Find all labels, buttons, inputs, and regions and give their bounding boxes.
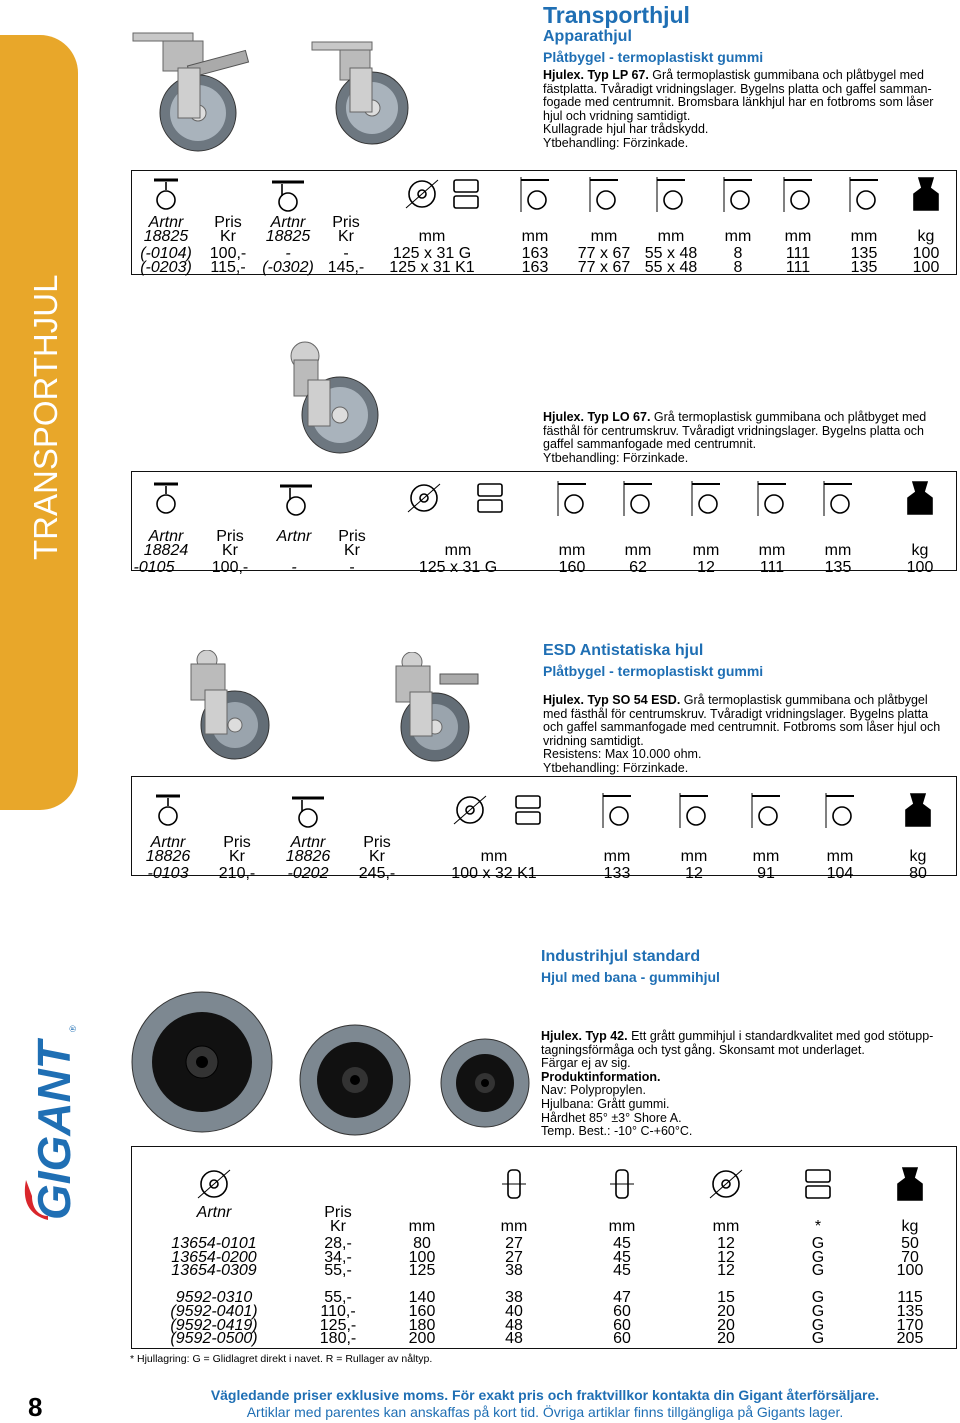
table-cell: 125 [408, 1262, 436, 1280]
table-cell: - [285, 245, 291, 262]
table-cell: (-0104) [140, 245, 192, 262]
table-cell: 45 [613, 1248, 631, 1266]
table-cell: 115,- [210, 259, 246, 276]
table-cell: 100,- [211, 559, 249, 576]
table-cell: G [811, 1330, 825, 1348]
table-cell: 20 [717, 1330, 735, 1348]
table-cell: 55,- [324, 1262, 352, 1280]
caster-dimension-icon [746, 790, 786, 830]
table-cell: 170 [896, 1316, 924, 1334]
table-cell: 180,- [319, 1330, 357, 1348]
table-header: Kr [222, 542, 238, 559]
load-weight-icon [898, 790, 938, 830]
table-cell: 245,- [358, 865, 396, 882]
table-cell: 104 [826, 865, 854, 882]
section4-title: Industrihjul standard [541, 948, 701, 965]
table-cell: 48 [505, 1330, 523, 1348]
table-cell: 77 x 67 [577, 245, 631, 262]
medium-rubber-wheel-image [295, 1020, 415, 1140]
footer-line2: Artiklar med parentes kan anskaffas på kort tid. Övriga artiklar finns tillgängliga på Gigants lager. [246, 1404, 844, 1420]
wheel-width-icon [494, 1164, 534, 1204]
table-header: mm [712, 1218, 740, 1235]
table-cell: 135 [850, 259, 878, 276]
table-cell: (9592-0419) [170, 1316, 258, 1334]
table-cell: 80 [413, 1235, 431, 1252]
footer-line1: Vägledande priser exklusive moms. För exakt pris och fraktvillkor kontakta din Gigant återförsäljare. [210, 1387, 880, 1403]
gigant-logo-mark [18, 1020, 78, 1230]
table-cell: 133 [603, 865, 631, 882]
hub-length-icon [508, 790, 548, 830]
table-header: mm [521, 228, 549, 245]
table-cell: 20 [717, 1316, 735, 1334]
section1-title: Transporthjul [543, 2, 690, 28]
table-cell: 38 [505, 1289, 523, 1307]
table-cell: (-0203) [140, 259, 192, 276]
description-line: fogade med centrumnit. Bromsbara länkhjul har en fotbroms som låser [543, 95, 934, 110]
description-line: fästplatta. Tvåradigt vridningslager. Bygelns platta och gaffel samman- [543, 81, 932, 96]
caster-dimension-icon [820, 790, 860, 830]
table-cell: 77 x 67 [577, 259, 631, 276]
wheel-size-icon [194, 1164, 234, 1204]
table-cell: 60 [613, 1330, 631, 1348]
caster-image [310, 38, 420, 148]
hub-length-icon [446, 174, 486, 214]
description-line: med fästhål för centrumskruv. Tvåradigt vridningslager. Bygelns platta [543, 706, 929, 721]
description-line: Ytbehandling: Förzinkade. [543, 450, 689, 465]
table-cell: 100 [408, 1248, 436, 1266]
table-header: 18824 [143, 542, 189, 559]
wheel-size-icon [402, 174, 442, 214]
table-header: mm [824, 542, 852, 559]
table-cell: 12 [685, 865, 703, 882]
hub-length-icon [798, 1164, 838, 1204]
description-line: Färgar ej av sig. [541, 1056, 631, 1071]
table-header: Pris [332, 214, 360, 231]
plate-size-icon [276, 478, 316, 518]
table-cell: 9592-0310 [175, 1289, 253, 1307]
caster-dimension-icon [515, 174, 555, 214]
wheel-size-icon [706, 1164, 746, 1204]
table-cell: 210,- [218, 865, 256, 882]
table-cell: 80 [909, 865, 927, 882]
table-header: kg [917, 228, 935, 245]
table-cell: 135 [824, 559, 852, 576]
table-cell: 70 [901, 1248, 919, 1266]
table-cell: (-0302) [262, 259, 314, 276]
table-cell: 47 [613, 1289, 631, 1307]
table-cell: 100 [896, 1262, 924, 1280]
table-header: mm [724, 228, 752, 245]
table-cell: 145,- [327, 259, 365, 276]
table-header: mm [603, 848, 631, 865]
table-header: mm [826, 848, 854, 865]
table-header: Artnr [148, 528, 184, 545]
table-cell: 48 [505, 1316, 523, 1334]
svg-text:GIGANT: GIGANT [28, 1041, 78, 1220]
description-line: Produktinformation. [541, 1069, 661, 1084]
table-header: Artnr [196, 1204, 232, 1221]
table-cell: - [291, 559, 297, 576]
table-header: Artnr [270, 214, 306, 231]
table-cell: 60 [613, 1316, 631, 1334]
load-weight-icon [900, 478, 940, 518]
table-header: kg [901, 1218, 919, 1235]
table-cell: (9592-0500) [170, 1330, 258, 1348]
caster-dimension-icon [686, 478, 726, 518]
table-cell: (9592-0401) [170, 1303, 258, 1320]
hub-length-icon [470, 478, 510, 518]
table-cell: 110,- [320, 1303, 356, 1320]
table-header: mm [752, 848, 780, 865]
table-cell: 12 [717, 1248, 735, 1266]
table-cell: 45 [613, 1235, 631, 1252]
page-number: 8 [28, 1392, 43, 1422]
description-line: tagningsförmåga och tyst gång. Skonsamt mot underlaget. [541, 1042, 865, 1057]
table-cell: 38 [505, 1262, 523, 1280]
table-header: mm [850, 228, 878, 245]
section1-material: Plåtbygel - termoplastiskt gummi [543, 49, 764, 65]
table-header: mm [608, 1218, 636, 1235]
table-cell: 15 [717, 1289, 735, 1307]
table-header: Pris [214, 214, 242, 231]
table-cell: G [811, 1262, 825, 1280]
table-cell: 160 [408, 1303, 436, 1320]
table-cell: 140 [408, 1289, 436, 1307]
svg-text:®: ® [68, 1025, 78, 1032]
table-header: 18826 [285, 848, 331, 865]
gigant-logo [18, 1020, 78, 1230]
caster-dimension-icon [718, 174, 758, 214]
table-header: mm [624, 542, 652, 559]
table-header: Kr [229, 848, 245, 865]
description-line: Hjulex. Typ SO 54 ESD. Grå termoplastisk gummibana och plåtbygel [543, 693, 928, 707]
description-line: fästhål för centrumskruv. Tvåradigt vridningslager. Bygelns platta och [543, 423, 924, 438]
table-cell: 8 [733, 245, 743, 262]
wheel-size-icon [404, 478, 444, 518]
caster-dimension-icon [584, 174, 624, 214]
table-header: mm [657, 228, 685, 245]
footnote: * Hjullagring: G = Glidlagret direkt i navet. R = Rullager av nåltyp. [130, 1353, 433, 1365]
table-header: mm [500, 1218, 528, 1235]
table-cell: 13654-0309 [171, 1262, 257, 1280]
description-line: Hjulex. Typ LP 67. Grå termoplastisk gummibana och plåtbygel med [543, 68, 924, 82]
caster-dimension-icon [618, 478, 658, 518]
table-cell: 180 [408, 1316, 436, 1334]
table-header: Pris [324, 1204, 352, 1221]
description-line: hjul och vridning samtidigt. [543, 108, 691, 123]
table-header: mm [444, 542, 472, 559]
table-cell: 12 [697, 559, 715, 576]
table-cell: G [811, 1248, 825, 1266]
caster-brake-image [128, 28, 258, 153]
table-header: Artnr [150, 834, 186, 851]
swivel-caster-icon [146, 174, 186, 214]
description-line: Ytbehandling: Förzinkade. [543, 760, 689, 775]
table-header: Artnr [148, 214, 184, 231]
table-header: Kr [369, 848, 385, 865]
description-line: Resistens: Max 10.000 ohm. [543, 747, 702, 762]
table-cell: -0202 [287, 865, 329, 882]
section2-description [543, 411, 958, 465]
caster-dimension-icon [752, 478, 792, 518]
table-header: mm [680, 848, 708, 865]
description-line: Hjulex. Typ LO 67. Grå termoplastisk gummibana och plåtbyget med [543, 410, 927, 424]
table-cell: -0105 [133, 559, 175, 576]
description-line: Ytbehandling: Förzinkade. [543, 135, 689, 150]
table-header: Pris [363, 834, 391, 851]
esd-caster-brake-image [390, 652, 485, 767]
table-cell: G [811, 1235, 825, 1252]
table-header: 18826 [145, 848, 191, 865]
table-cell: 100 [912, 259, 940, 276]
sidebar-label: TRANSPORTHJUL [27, 274, 64, 560]
description-line: Hjulex. Typ 42. Ett grått gummihjul i standardkvalitet med god stötupp- [541, 1029, 934, 1043]
table-header: Pris [338, 528, 366, 545]
description-line: Kullagrade hjul har trådskydd. [543, 122, 709, 137]
table-header: * [814, 1218, 822, 1235]
description-line: gaffel sammanfogade med centrumnit. [543, 437, 757, 452]
caster-dimension-icon [818, 478, 858, 518]
table-header: mm [480, 848, 508, 865]
table-header: 18825 [265, 228, 311, 245]
table-cell: 12 [717, 1235, 735, 1252]
table-cell: 111 [785, 245, 811, 262]
table-cell: 125 x 31 G [392, 245, 472, 262]
table-cell: 55 x 48 [644, 245, 698, 262]
table-cell: 125 x 31 G [418, 559, 498, 576]
table-cell: - [343, 245, 349, 262]
table-cell: 20 [717, 1303, 735, 1320]
table-header: mm [784, 228, 812, 245]
section4-description [541, 1030, 957, 1139]
table-cell: 27 [505, 1248, 523, 1266]
table-cell: 163 [521, 245, 549, 262]
table-cell: 111 [785, 259, 811, 276]
table-cell: 115 [897, 1289, 923, 1307]
section4-material: Hjul med bana - gummihjul [541, 969, 720, 985]
table-cell: 28,- [324, 1235, 352, 1252]
small-rubber-wheel-image [440, 1038, 530, 1128]
table-header: mm [408, 1218, 436, 1235]
table-header: Pris [223, 834, 251, 851]
caster-dimension-icon [552, 478, 592, 518]
section1-subtitle: Apparathjul [543, 28, 632, 45]
table-cell: 40 [505, 1303, 523, 1320]
table-header: 18825 [143, 228, 189, 245]
description-line: Temp. Best.: -10° C-+60°C. [541, 1124, 693, 1139]
caster-dimension-icon [597, 790, 637, 830]
table-cell: 100,- [209, 245, 247, 262]
caster-dimension-icon [674, 790, 714, 830]
table-header: Artnr [290, 834, 326, 851]
table-cell: 135 [896, 1303, 924, 1320]
table-cell: 55,- [324, 1289, 352, 1307]
table-header: Pris [216, 528, 244, 545]
table-cell: 200 [408, 1330, 436, 1348]
table-header: mm [692, 542, 720, 559]
section1-description [543, 69, 958, 151]
table-cell: 160 [558, 559, 586, 576]
caster-bolt-hole-image [280, 340, 390, 460]
plate-size-icon [288, 790, 328, 830]
plate-size-icon [268, 174, 308, 214]
table-header: Kr [344, 542, 360, 559]
load-weight-icon [906, 174, 946, 214]
table-cell: 13654-0200 [171, 1248, 257, 1266]
table-header: Kr [330, 1218, 346, 1235]
description-line: Hjulbana: Grått gummi. [541, 1096, 670, 1111]
table-cell: 163 [521, 259, 549, 276]
table-cell: 8 [733, 259, 743, 276]
section3-material: Plåtbygel - termoplastiskt gummi [543, 663, 764, 679]
table-cell: -0103 [147, 865, 189, 882]
description-line: Nav: Polypropylen. [541, 1083, 646, 1098]
large-rubber-wheel-image [130, 990, 275, 1135]
wheel-width-icon [602, 1164, 642, 1204]
table-cell: 111 [759, 559, 785, 576]
table-cell: 62 [629, 559, 647, 576]
table-cell: 100 [912, 245, 940, 262]
table-cell: 50 [901, 1235, 919, 1252]
table-cell: 27 [505, 1235, 523, 1252]
table-header: Kr [338, 228, 354, 245]
table-header: mm [590, 228, 618, 245]
section3-title: ESD Antistatiska hjul [543, 642, 704, 659]
caster-dimension-icon [844, 174, 884, 214]
table-cell: 12 [717, 1262, 735, 1280]
table-cell: G [811, 1316, 825, 1334]
table-cell: 13654-0101 [171, 1235, 257, 1252]
table-cell: 45 [613, 1262, 631, 1280]
table-header: mm [758, 542, 786, 559]
table-cell: 34,- [324, 1248, 352, 1266]
table-cell: 100 [906, 559, 934, 576]
table-cell: G [811, 1303, 825, 1320]
table-cell: 135 [850, 245, 878, 262]
table-cell: 125,- [319, 1316, 357, 1334]
table-header: mm [558, 542, 586, 559]
table-cell: 55 x 48 [644, 259, 698, 276]
table-header: kg [909, 848, 927, 865]
swivel-caster-icon [146, 478, 186, 518]
table-header: mm [418, 228, 446, 245]
table-header: kg [911, 542, 929, 559]
caster-dimension-icon [778, 174, 818, 214]
section3-description [543, 694, 958, 776]
table-cell: G [811, 1289, 825, 1307]
esd-caster-image [185, 650, 280, 765]
table-header: Kr [220, 228, 236, 245]
table-cell: 100 x 32 K1 [451, 865, 537, 882]
load-weight-icon [890, 1164, 930, 1204]
description-line: vridning samtidigt. [543, 733, 644, 748]
caster-dimension-icon [651, 174, 691, 214]
swivel-caster-icon [148, 790, 188, 830]
table-cell: 205 [896, 1330, 924, 1348]
table-cell: 60 [613, 1303, 631, 1320]
description-line: Hårdhet 85° ±3° Shore A. [541, 1110, 682, 1125]
description-line: och gaffel sammanfogade med centrumnit. Fotbroms som låser hjul och [543, 720, 941, 735]
wheel-size-icon [450, 790, 490, 830]
table-header: Artnr [276, 528, 312, 545]
table-cell: - [349, 559, 355, 576]
table-cell: 125 x 31 K1 [389, 259, 475, 276]
table-cell: 91 [757, 865, 775, 882]
